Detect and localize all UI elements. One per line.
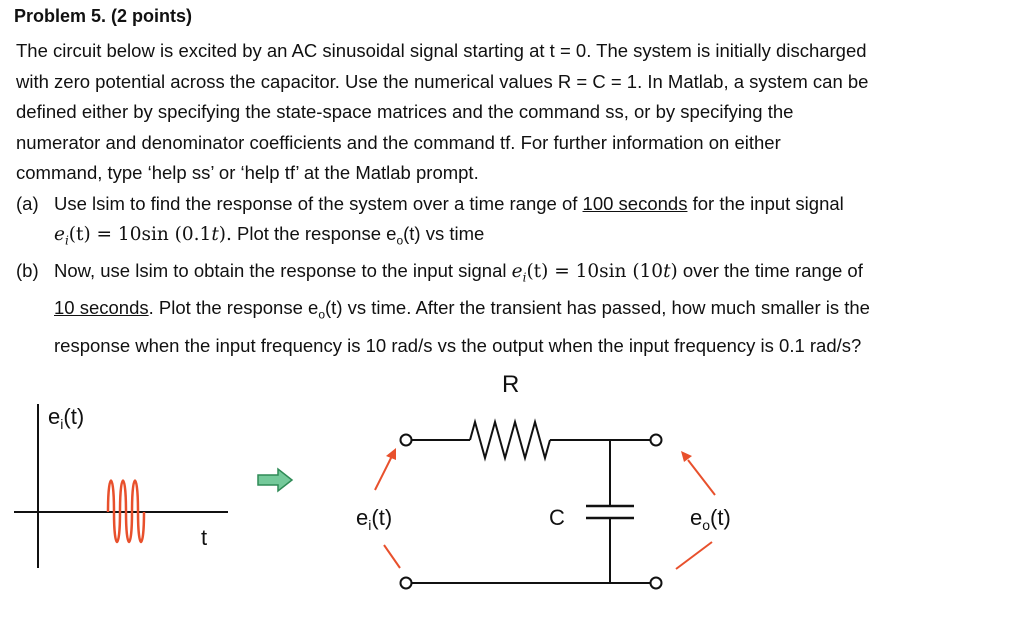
intro-line: numerator and denominator coefficients and the command tf. For further information on either [16, 131, 781, 153]
part-a-line-2: $e_i(t) = 10\sin$ (0.1t). Plot the response $e_o(t)$ vs time [54, 223, 485, 248]
part-b-line-3: response when the input frequency is 10 rad/s vs the output when the input frequency is 0.1 rad/s? [54, 334, 862, 356]
input-voltage-arrow [375, 456, 392, 490]
input-equation-a: $e_i(t) = 10\sin$ (0.1t). [54, 224, 232, 248]
output-voltage-arrow [688, 460, 715, 495]
time-range-100: 100 seconds [582, 192, 688, 214]
rc-circuit [356, 371, 731, 589]
input-signal-plot [14, 404, 228, 568]
input-voltage-tail [384, 545, 400, 568]
intro-line: defined either by specifying the state-space matrices and the command ss, or by specifying the [16, 101, 794, 122]
part-b-line-1: Now, use lsim to obtain the response to the input signal $e_i(t) = 10\sin$ (10t) over the time range of [54, 260, 863, 285]
output-voltage-label: $e_o(t)$ [690, 505, 731, 533]
resistor [470, 422, 550, 458]
problem-title: Problem 5. (2 points) [14, 6, 193, 26]
time-axis-label: t [201, 525, 208, 550]
input-terminal-top [401, 435, 412, 446]
time-range-10: 10 seconds [54, 297, 149, 319]
output-voltage-tail [676, 542, 712, 569]
part-a-line-1: Use lsim to find the response of the system over a time range of 100 seconds for the input signal [54, 192, 844, 214]
input-plot-label: $e_i(t)$ [48, 404, 85, 432]
arrowhead-icon [681, 451, 692, 462]
part-a-label: (a) [16, 192, 39, 214]
intro-line: with zero potential across the capacitor. Use the numerical values R = C = 1. In Matlab, a system can be [16, 70, 869, 92]
capacitor-label: C [549, 505, 565, 530]
intro-line: The circuit below is excited by an AC sinusoidal signal starting at t = 0. The system is initially discharged [16, 40, 867, 61]
intro-line: command, type ‘help ss’ or ‘help tf’ at the Matlab prompt. [16, 162, 479, 183]
right-arrow-icon [258, 469, 292, 491]
part-b-line-2: 10 seconds. Plot the response $e_o(t)$ vs time. After the transient has passed, how much smaller is the [54, 297, 870, 323]
output-terminal-top [651, 435, 662, 446]
input-equation-b: $e_i(t) = 10\sin$ (10t) [511, 261, 678, 285]
output-terminal-bottom [651, 578, 662, 589]
resistor-label: R [502, 371, 520, 398]
input-voltage-label: $e_i(t)$ [356, 505, 393, 533]
sine-burst [108, 481, 144, 543]
input-terminal-bottom [401, 578, 412, 589]
part-b-label: (b) [16, 260, 39, 282]
